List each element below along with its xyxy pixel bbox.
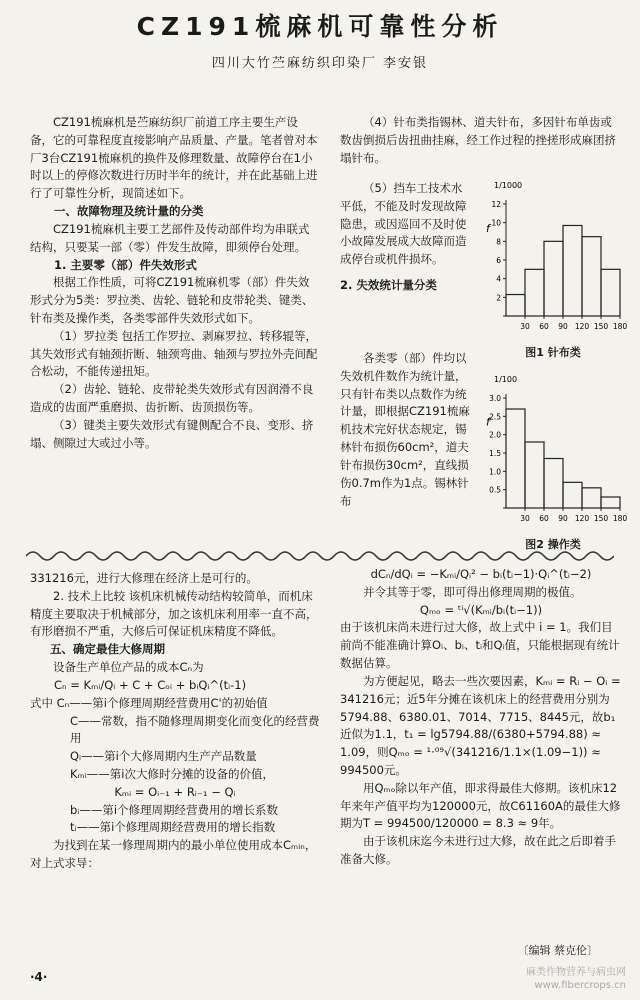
def-b: bᵢ——第i个修理周期经营费用的增长系数: [70, 802, 279, 817]
chart2-unit-label: 1/100: [494, 375, 518, 384]
chart1-bar: [582, 237, 601, 316]
def-t: tᵢ——第i个修理周期经营费用的增长指数: [70, 820, 276, 835]
chart-operation: [478, 372, 628, 550]
chart2-bar: [563, 482, 582, 508]
item-gears: （2）齿轮、链轮、皮带轮类失效形式有因润滑不良造成的齿面严重磨损、齿折断、齿顶损伤等。: [30, 382, 314, 414]
section-heading-5: 五、确定最佳大修周期: [50, 642, 165, 657]
chart1-y-tick-label: 12: [491, 200, 501, 209]
optimum-formula: Qₘₒ = ᵗⁱ√(Kₘᵢ/bᵢ(tᵢ−1)): [419, 602, 543, 617]
chart-card-clothing: [478, 178, 628, 358]
closing-text: 由于该机床迄今未进行过大修，故在此之后即着手准备大修。: [340, 834, 616, 866]
item-operator: （5）挡车工技术水平低，不能及时发现故障隐患，或因巡回不及时使小故障发展成大故障而造成停台或机件损坏。: [340, 181, 467, 267]
bottom-right-column: [340, 566, 622, 869]
estimation-text: 由于该机床尚未进行过大修，故上式中 i = 1。我们目前尚不能准确计算Oᵢ、bᵢ、tᵢ和Qᵢ值，只能根据现有统计数据估算。: [340, 620, 620, 671]
chart1-bar: [506, 295, 525, 316]
chart1-f-label: f: [486, 222, 490, 235]
statistics-paragraph: 各类零（部）件均以失效机件数作为统计量，只有针布类以点数作为统计量，即根据CZ191梳麻机技术完好状态规定，锡林针布损伤60cm²，道夫针布损伤30cm²，直线损伤0.7m作为1点。锡林针布: [340, 351, 470, 508]
chart1-caption: 图1 针布类: [525, 345, 581, 359]
chart1-x-tick-label: 120: [574, 322, 590, 331]
chart1-y-tick-label: 2: [496, 293, 501, 303]
chart1-x-tick-label: 30: [520, 322, 530, 331]
def-k: Kₘᵢ——第i次大修时分摊的设备的价值，: [70, 766, 274, 781]
chart2-bar: [544, 459, 563, 509]
subheading-failure-forms: 1. 主要零（部）件失效形式: [54, 257, 197, 272]
chart2-x-tick-label: 60: [539, 514, 549, 523]
cost-formula: Cₙ = Kₘᵢ/Qᵢ + C + Cₒᵢ + bᵢQᵢ^(tᵢ-1): [54, 677, 247, 692]
chart2-y-tick-label: 1.5: [489, 449, 501, 458]
section-heading-1: 一、故障物理及统计量的分类: [54, 204, 204, 219]
chart1-y-tick-label: 4: [496, 274, 501, 284]
chart1-x-tick-label: 90: [558, 322, 568, 331]
chart2-caption: 图2 操作类: [525, 537, 581, 551]
intro-paragraph: CZ191梳麻机是苎麻纺织厂前道工序主要生产设备，它的可靠程度直接影响产品质量、产量。笔者曾对本厂3台CZ191梳麻机的换件及修理数量、故障停台在1小时以上的停修次数进行历时半年的统计，并在此基础上进行了可靠性分析，现简述如下。: [30, 115, 318, 201]
top-right-narrow-2: [340, 350, 470, 510]
derivative-intro: 为找到在某一修理周期内的最小单位使用成本Cₘᵢₙ，对上式求导：: [30, 838, 317, 870]
watermark-line-2: www.fibercrops.cn: [534, 980, 626, 991]
chart1-bar: [563, 225, 582, 316]
k-formula: Kₘᵢ = Oᵢ₋₁ + Rᵢ₋₁ − Qᵢ: [114, 784, 236, 799]
byline: 四川大竹苎麻纺织印染厂 李安银: [211, 56, 429, 71]
chart1-bar: [601, 269, 620, 316]
chart2-f-label: f: [486, 415, 490, 429]
chart1-unit-label: 1/1000: [494, 181, 523, 190]
watermark: [526, 966, 626, 992]
def-cn: 式中 Cₙ——第i个修理周期经营费用C'的初始值: [30, 695, 268, 710]
chart1-y-tick-label: 8: [496, 237, 501, 247]
watermark-line-1: 麻类作物营养与病虫网: [526, 967, 626, 978]
unit-cost-intro: 设备生产单位产品的成本Cₙ为: [53, 660, 204, 675]
subheading-statistics: 2. 失效统计量分类: [340, 278, 437, 293]
chart1-bar: [525, 269, 544, 316]
derivative-formula: dCₙ/dQᵢ = −Kₘᵢ/Qᵢ² − bᵢ(tᵢ−1)·Qᵢ^(tᵢ−2): [370, 567, 592, 581]
editor-credit: 〔编辑 蔡克伦〕: [517, 944, 598, 957]
chart2-x-tick-label: 180: [612, 514, 628, 523]
bottom-left-column: [30, 570, 320, 873]
chart2-bar: [525, 442, 544, 508]
chart2-bar: [506, 409, 525, 508]
chart2-y-tick-label: 2.5: [489, 412, 501, 422]
chart1-y-tick-label: 10: [491, 218, 501, 228]
extremum-text: 并令其等于零，即可得出修理周期的极值。: [363, 584, 582, 599]
article-title: CZ191梳麻机可靠性分析: [136, 12, 504, 41]
chart2-x-tick-label: 120: [574, 514, 590, 523]
chart1-bar: [544, 241, 563, 316]
chart1-x-tick-label: 60: [539, 322, 549, 331]
economy-conclusion: 331216元，进行大修理在经济上是可行的。: [30, 571, 258, 585]
page-number: ·4·: [30, 970, 48, 984]
chart2-x-tick-label: 30: [520, 514, 530, 523]
chart1-x-tick-label: 180: [612, 322, 628, 331]
top-left-column: [30, 114, 320, 452]
chart1-y-tick-label: 6: [496, 256, 501, 265]
def-c: C——常数，指不随修理周期变化而变化的经营费用: [70, 713, 320, 746]
technical-comparison: 2. 技术上比较 该机床机械传动结构较简单，而机床精度主要取决于机械部分，加之该机床利用率一直不高，有形磨损不严重，大修后可保证机床精度不降低。: [30, 588, 318, 639]
item-rollers: （1）罗拉类 包括工作罗拉、剥麻罗拉、转移辊等，其失效形式有轴颈折断、轴颈弯曲、轴颈与罗拉外壳间配合松动，不能传递扭矩。: [30, 328, 318, 379]
item-keys: （3）键类主要失效形式有键侧配合不良、变形、挤塌、侧隙过大或过小等。: [30, 417, 314, 450]
top-right-narrow-1: [340, 180, 470, 295]
top-right-full: [340, 114, 622, 167]
chart2-y-tick-label: 2.0: [489, 430, 501, 440]
def-q: Qᵢ——第i个大修周期内生产产品数量: [70, 749, 257, 764]
best-period-text: 用Qₘₒ除以年产值，即求得最佳大修期。该机床12年来年产值平均为120000元，故C61160A的最佳大修期为T = 994500/120000 = 8.3 ≈ 9年。: [340, 780, 621, 831]
item-card-clothing: （4）针布类指锡林、道夫针布，多因针布单齿或数齿倒损后齿扭曲挂麻，经工作过程的挫搓形成麻团挤塌针布。: [340, 115, 616, 165]
chart2-x-tick-label: 150: [593, 514, 609, 523]
structure-paragraph: CZ191梳麻机主要工艺部件及传动部件均为串联式结构，只要某一部（零）件发生故障，即须停台处理。: [30, 221, 310, 254]
chart1-x-tick-label: 150: [593, 322, 609, 331]
failure-forms-paragraph: 根据工作性质，可将CZ191梳麻机零（部）件失效形式分为5类：罗拉类、齿轮、链轮和皮带轮类、键类、针布类及操作类，各类零部件失效形式如下。: [30, 275, 314, 325]
chart2-bar: [601, 497, 620, 508]
chart2-bar: [582, 488, 601, 508]
chart2-y-tick-label: 1.0: [489, 467, 501, 477]
chart2-y-tick-label: 0.5: [489, 485, 501, 495]
wavy-divider: [26, 548, 614, 564]
chart2-svg: [478, 372, 628, 530]
calculation-text: 为方便起见，略去一些次要因素，Kₘᵢ = Rᵢ − Oᵢ = 341216元；近5年分摊在该机床上的经营费用分别为5794.88、6380.01、7014、7715、8445元，故b₁近似为1.1，t₁ = lg5794.88/(6380+5794.88) ≈ 1.09，则Qₘₒ = ¹·⁰⁹√(341216/1.1×(1.09−1)) ≈ 994500元。: [340, 673, 621, 777]
chart2-x-tick-label: 90: [558, 514, 568, 523]
chart1-svg: [478, 178, 628, 338]
chart2-y-tick-label: 3.0: [489, 394, 501, 403]
